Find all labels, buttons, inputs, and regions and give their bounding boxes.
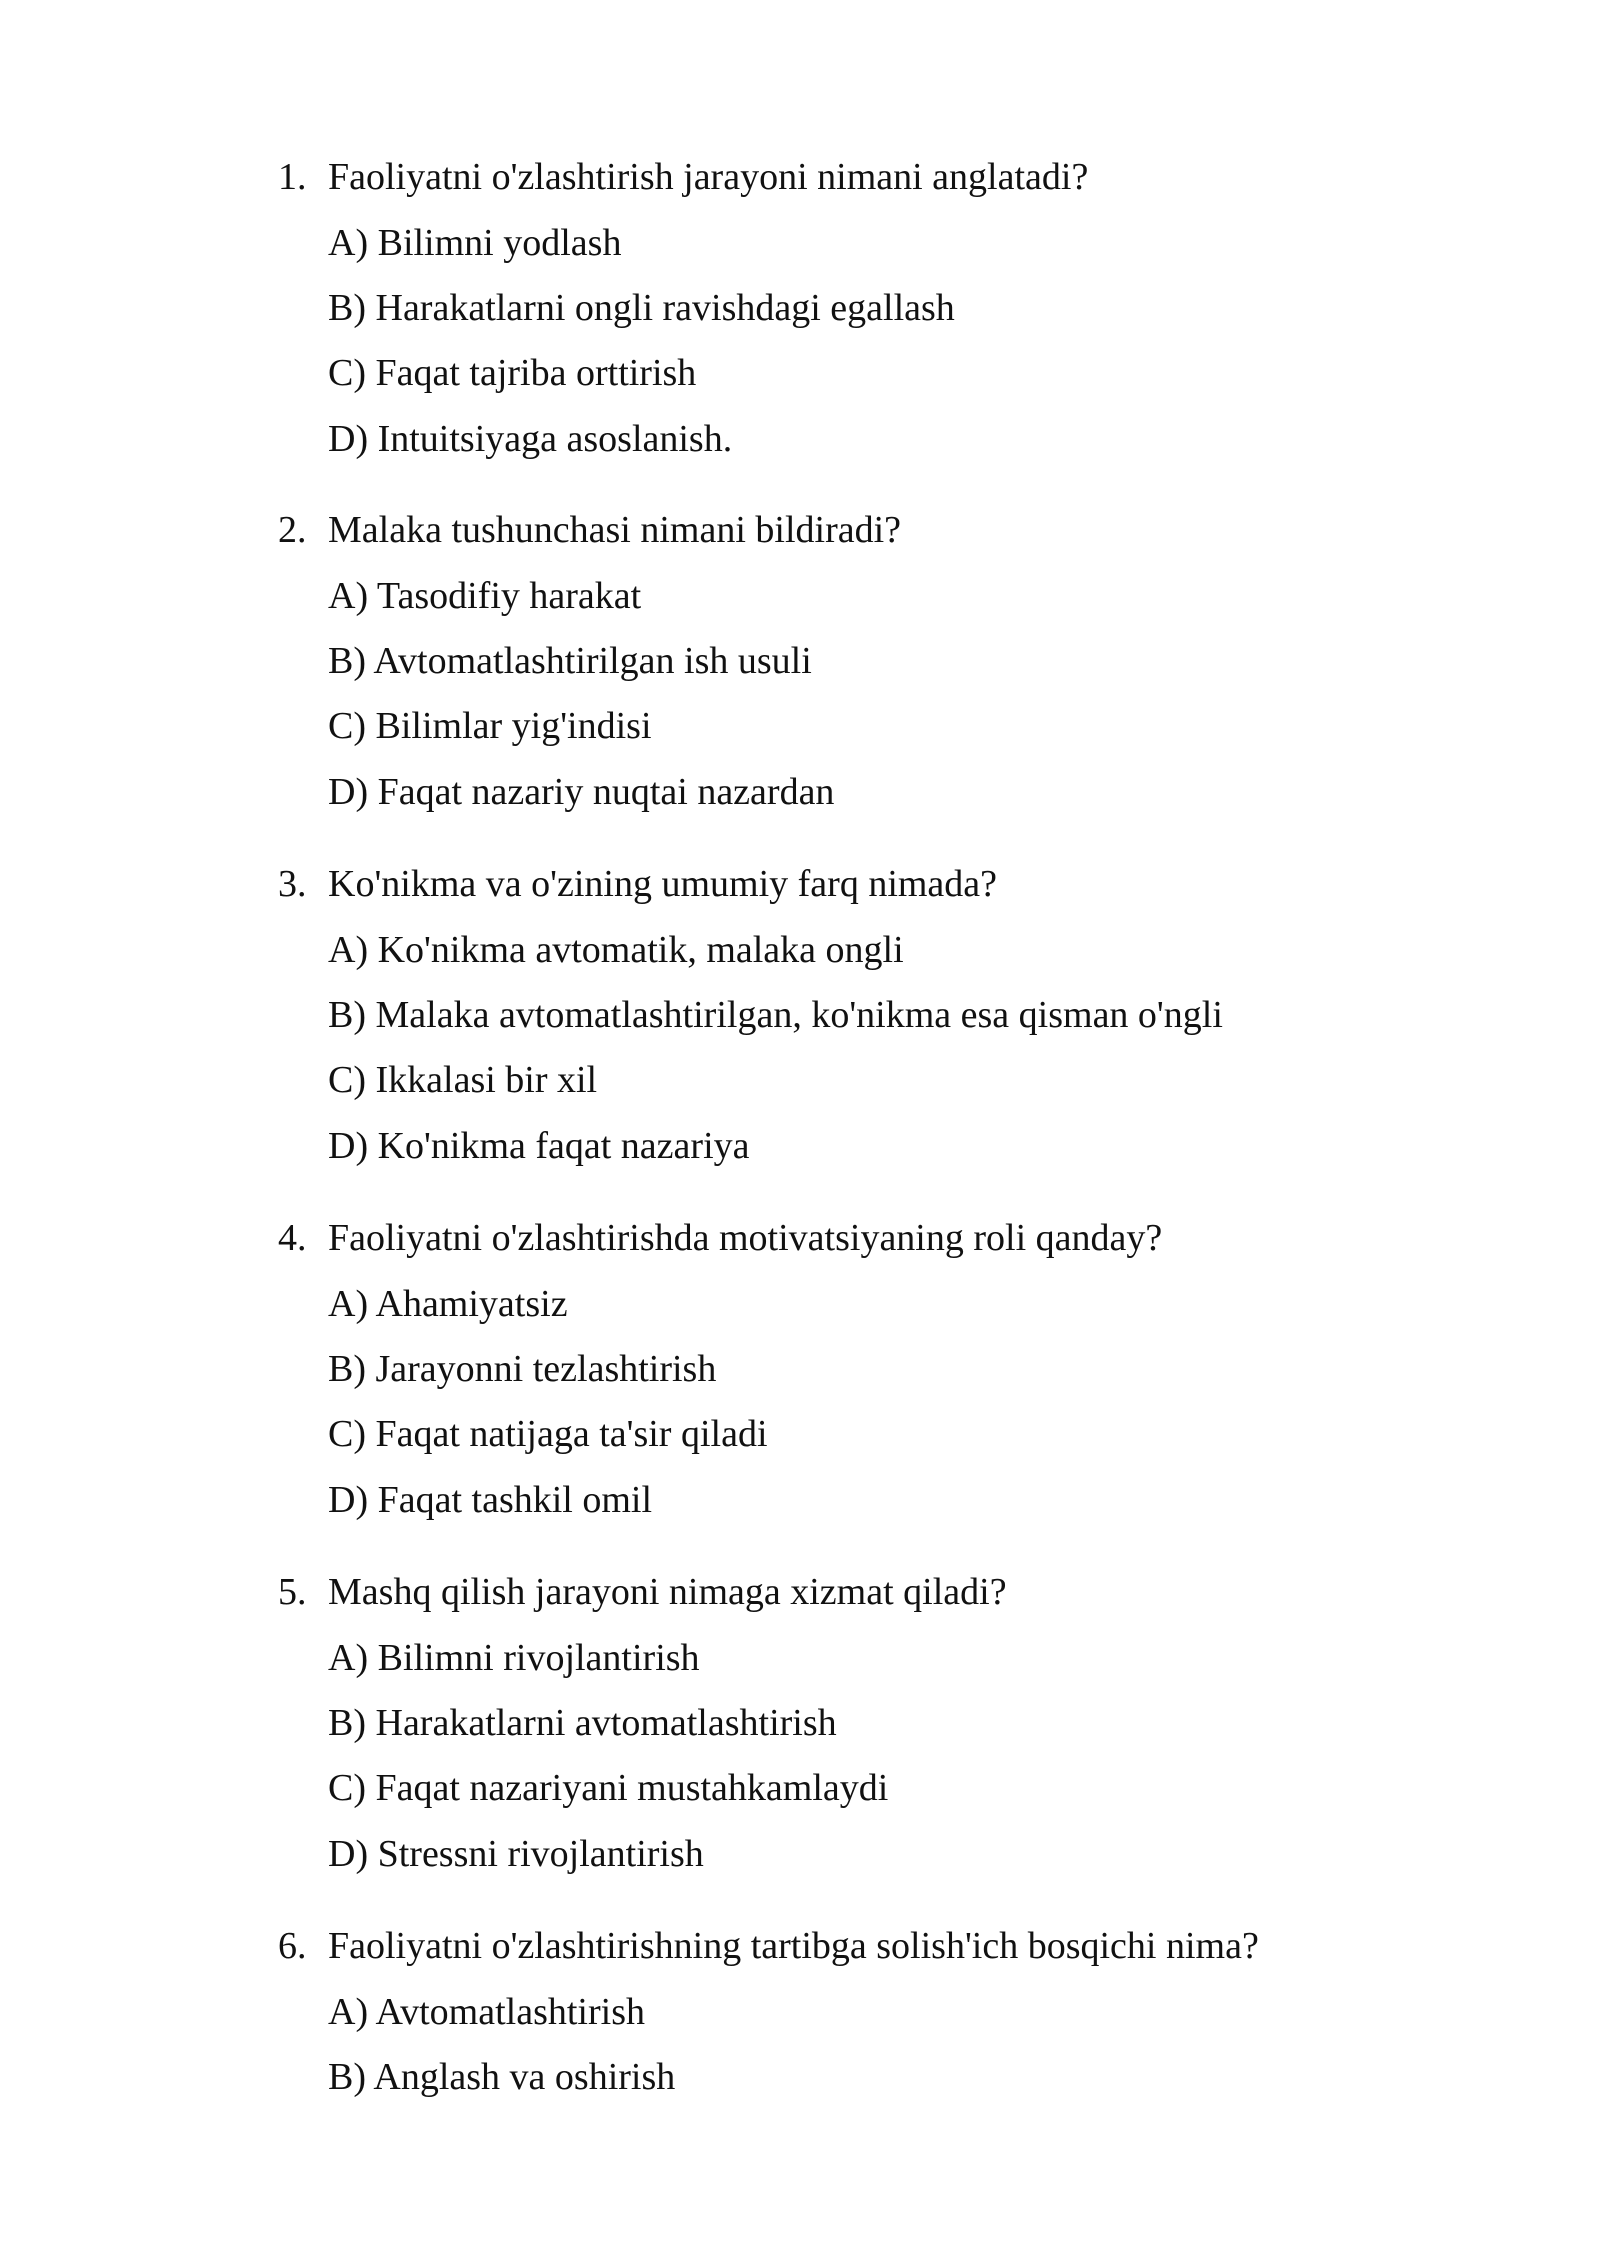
option-b: B) Jarayonni tezlashtirish [328, 1348, 717, 1390]
option-c: C) Ikkalasi bir xil [328, 1059, 598, 1101]
option-c: C) Faqat nazariyani mustahkamlaydi [328, 1767, 889, 1809]
question-text: Faoliyatni o'zlashtirishda motivatsiyaning roli qanday? [328, 1217, 1163, 1259]
option-b: B) Avtomatlashtirilgan ish usuli [328, 640, 812, 682]
option-d: D) Intuitsiyaga asoslanish. [328, 418, 733, 460]
option-c: C) Faqat natijaga ta'sir qiladi [328, 1413, 768, 1455]
option-b: B) Harakatlarni ongli ravishdagi egallash [328, 287, 955, 329]
option-c: C) Bilimlar yig'indisi [328, 705, 652, 747]
option-a: A) Tasodifiy harakat [328, 575, 642, 617]
option-a: A) Avtomatlashtirish [328, 1991, 645, 2033]
option-a: A) Bilimni yodlash [328, 222, 622, 264]
option-d: D) Stressni rivojlantirish [328, 1833, 704, 1875]
option-a: A) Bilimni rivojlantirish [328, 1637, 700, 1679]
option-a: A) Ko'nikma avtomatik, malaka ongli [328, 929, 904, 971]
question-text: Malaka tushunchasi nimani bildiradi? [328, 509, 902, 551]
question-number: 1. [278, 156, 307, 198]
question-text: Mashq qilish jarayoni nimaga xizmat qiladi? [328, 1571, 1007, 1613]
question-number: 2. [278, 509, 307, 551]
question-number: 6. [278, 1925, 307, 1967]
question-text: Faoliyatni o'zlashtirish jarayoni nimani anglatadi? [328, 156, 1089, 198]
option-b: B) Malaka avtomatlashtirilgan, ko'nikma esa qisman o'ngli [328, 994, 1223, 1036]
option-b: B) Harakatlarni avtomatlashtirish [328, 1702, 837, 1744]
option-c: C) Faqat tajriba orttirish [328, 352, 697, 394]
question-number: 3. [278, 863, 307, 905]
option-b: B) Anglash va oshirish [328, 2056, 676, 2098]
question-number: 4. [278, 1217, 307, 1259]
option-a: A) Ahamiyatsiz [328, 1283, 568, 1325]
question-number: 5. [278, 1571, 307, 1613]
option-d: D) Faqat tashkil omil [328, 1479, 653, 1521]
option-d: D) Faqat nazariy nuqtai nazardan [328, 771, 835, 813]
option-d: D) Ko'nikma faqat nazariya [328, 1125, 750, 1167]
question-text: Ko'nikma va o'zining umumiy farq nimada? [328, 863, 998, 905]
question-text: Faoliyatni o'zlashtirishning tartibga solish'ich bosqichi nima? [328, 1925, 1259, 1967]
